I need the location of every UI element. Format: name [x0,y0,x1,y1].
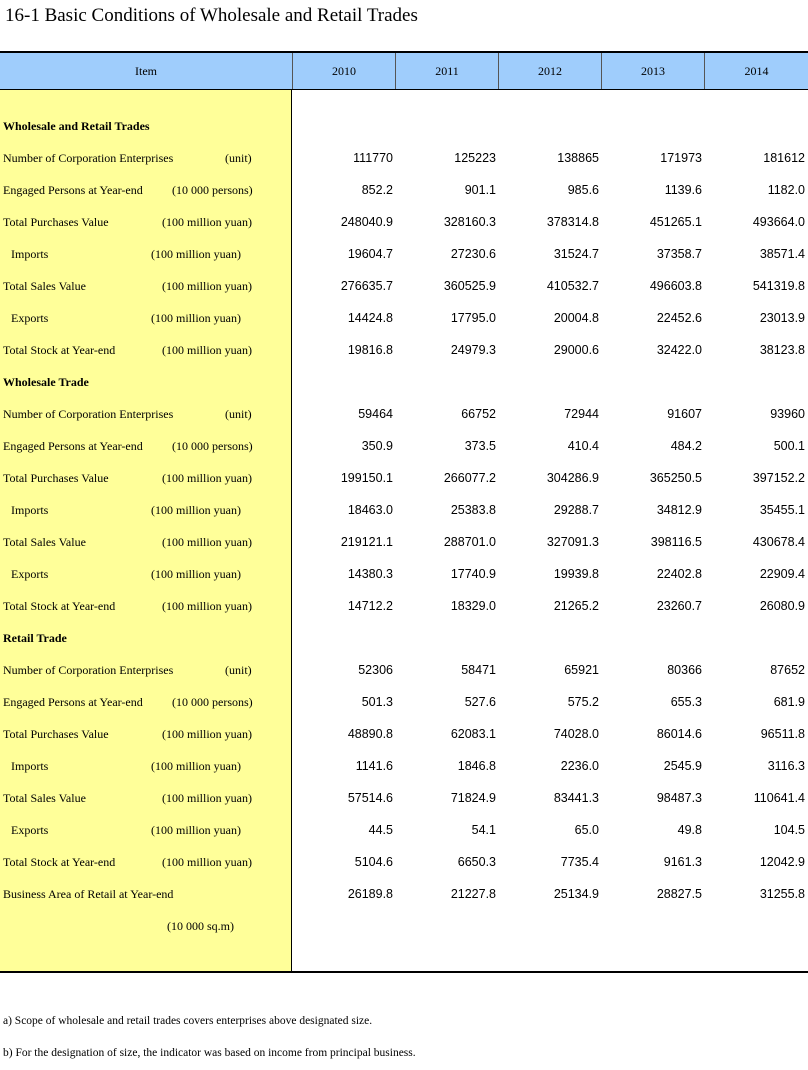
cell-value: 985.6 [567,183,599,197]
cell-value: 304286.9 [546,471,599,485]
cell-value: 14380.3 [347,567,393,581]
cell-value: 65921 [564,663,599,677]
cell-value: 248040.9 [340,215,393,229]
section-header-row [0,366,808,398]
cell-value: 365250.5 [649,471,702,485]
section-header-row [0,110,808,142]
row-label: Exports [11,567,49,581]
section-title: Retail Trade [3,631,67,645]
cell-value: 496603.8 [649,279,702,293]
cell-value: 2236.0 [560,759,599,773]
section-header-row [0,622,808,654]
cell-value: 31255.8 [759,887,805,901]
cell-value: 26189.8 [347,887,393,901]
cell-value: 398116.5 [650,535,702,549]
table-header [0,53,808,90]
row-unit: (100 million yuan) [151,759,241,773]
footnote-b: b) For the designation of size, the indicator was based on income from principal business. [3,1047,416,1059]
cell-value: 37358.7 [656,247,702,261]
cell-value: 32422.0 [656,343,702,357]
cell-value: 91607 [667,407,702,421]
row-unit: (100 million yuan) [162,471,252,485]
cell-value: 38123.8 [759,343,805,357]
cell-value: 219121.1 [340,535,393,549]
table-row [0,782,808,814]
cell-value: 83441.3 [553,791,599,805]
cell-value: 373.5 [464,439,496,453]
row-label: Number of Corporation Enterprises [3,151,174,165]
cell-value: 430678.4 [752,535,805,549]
table-row [0,654,808,686]
row-label: Total Stock at Year-end [3,343,116,357]
cell-value: 71824.9 [450,791,496,805]
table-row [0,174,808,206]
header-year-2012: 2012 [499,53,602,89]
cell-value: 74028.0 [553,727,599,741]
row-label: Imports [11,503,49,517]
table-row [0,398,808,430]
cell-value: 19816.8 [347,343,393,357]
cell-value: 20004.8 [553,311,599,325]
cell-value: 80366 [667,663,702,677]
cell-value: 66752 [461,407,496,421]
cell-value: 19604.7 [347,247,393,261]
table-row [0,526,808,558]
cell-value: 1846.8 [457,759,496,773]
row-label: Total Sales Value [3,279,86,293]
table-row [0,302,808,334]
row-label: Number of Corporation Enterprises [3,663,174,677]
page-title: 16-1 Basic Conditions of Wholesale and Retail Trades [5,5,418,26]
header-item: Item [0,53,293,89]
cell-value: 171973 [660,151,702,165]
cell-value: 5104.6 [354,855,393,869]
table-row [0,334,808,366]
cell-value: 1182.0 [767,183,805,197]
cell-value: 12042.9 [759,855,805,869]
cell-value: 18463.0 [347,503,393,517]
cell-value: 96511.8 [760,727,805,741]
cell-value: 31524.7 [553,247,599,261]
cell-value: 18329.0 [450,599,496,613]
cell-value: 35455.1 [759,503,805,517]
cell-value: 328160.3 [443,215,496,229]
cell-value: 86014.6 [656,727,702,741]
row-unit: (100 million yuan) [151,567,241,581]
row-unit: (100 million yuan) [151,311,241,325]
row-label: Total Purchases Value [3,471,109,485]
row-label: Total Purchases Value [3,215,109,229]
table-row [0,878,808,933]
row-label: Business Area of Retail at Year-end [3,887,174,901]
cell-value: 24979.3 [450,343,496,357]
cell-value: 266077.2 [443,471,496,485]
table-row [0,494,808,526]
cell-value: 23260.7 [656,599,702,613]
table-row [0,686,808,718]
cell-value: 288701.0 [443,535,496,549]
table-row [0,590,808,622]
cell-value: 493664.0 [752,215,805,229]
cell-value: 104.5 [773,823,805,837]
cell-value: 397152.2 [752,471,805,485]
table-row [0,718,808,750]
cell-value: 21227.8 [450,887,496,901]
cell-value: 48890.8 [347,727,393,741]
cell-value: 72944 [564,407,599,421]
cell-value: 138865 [557,151,599,165]
row-unit: (100 million yuan) [151,247,241,261]
row-label: Exports [11,311,49,325]
cell-value: 22909.4 [759,567,805,581]
cell-value: 17740.9 [450,567,496,581]
row-unit: (100 million yuan) [162,343,252,357]
row-unit: (10 000 persons) [172,695,253,709]
cell-value: 98487.3 [656,791,702,805]
table-row [0,430,808,462]
cell-value: 19939.8 [553,567,599,581]
row-unit: (100 million yuan) [162,279,252,293]
row-unit: (unit) [225,663,252,677]
cell-value: 7735.4 [560,855,599,869]
cell-value: 541319.8 [752,279,805,293]
row-unit: (100 million yuan) [162,599,252,613]
cell-value: 3116.3 [767,759,805,773]
row-unit: (100 million yuan) [151,823,241,837]
cell-value: 501.3 [361,695,393,709]
row-label: Engaged Persons at Year-end [3,695,143,709]
cell-value: 852.2 [361,183,393,197]
row-label: Engaged Persons at Year-end [3,439,143,453]
cell-value: 49.8 [677,823,702,837]
table-row [0,846,808,878]
cell-value: 14424.8 [347,311,393,325]
row-label: Total Purchases Value [3,727,109,741]
row-unit: (10 000 persons) [172,439,253,453]
cell-value: 22452.6 [656,311,702,325]
cell-value: 58471 [461,663,496,677]
cell-value: 54.1 [471,823,496,837]
cell-value: 65.0 [574,823,599,837]
cell-value: 181612 [763,151,805,165]
table-row [0,558,808,590]
cell-value: 1139.6 [664,183,702,197]
row-label: Total Stock at Year-end [3,855,116,869]
cell-value: 44.5 [368,823,393,837]
table-row [0,814,808,846]
cell-value: 350.9 [361,439,393,453]
section-title: Wholesale Trade [3,375,89,389]
table-row [0,142,808,174]
row-unit: (100 million yuan) [162,215,252,229]
row-unit: (100 million yuan) [162,535,252,549]
cell-value: 93960 [770,407,805,421]
cell-value: 57514.6 [347,791,393,805]
header-year-2010: 2010 [293,53,396,89]
row-label: Total Sales Value [3,791,86,805]
cell-value: 87652 [770,663,805,677]
row-label: Imports [11,247,49,261]
cell-value: 23013.9 [759,311,805,325]
cell-value: 681.9 [773,695,805,709]
table-row [0,238,808,270]
cell-value: 199150.1 [340,471,393,485]
cell-value: 26080.9 [759,599,805,613]
cell-value: 527.6 [464,695,496,709]
cell-value: 410.4 [567,439,599,453]
row-unit: (100 million yuan) [151,503,241,517]
cell-value: 38571.4 [759,247,805,261]
row-unit: (unit) [225,407,252,421]
cell-value: 111770 [353,151,393,165]
cell-value: 29000.6 [553,343,599,357]
cell-value: 17795.0 [450,311,496,325]
cell-value: 360525.9 [443,279,496,293]
cell-value: 327091.3 [546,535,599,549]
cell-value: 1141.6 [355,759,393,773]
header-year-2014: 2014 [744,64,769,78]
cell-value: 110641.4 [753,791,805,805]
cell-value: 29288.7 [553,503,599,517]
table-row [0,206,808,238]
cell-value: 655.3 [670,695,702,709]
cell-value: 6650.3 [457,855,496,869]
cell-value: 378314.8 [546,215,599,229]
cell-value: 484.2 [670,439,702,453]
header-year-2013: 2013 [602,53,705,89]
cell-value: 25134.9 [553,887,599,901]
cell-value: 34812.9 [656,503,702,517]
cell-value: 2545.9 [663,759,702,773]
cell-value: 62083.1 [450,727,496,741]
cell-value: 28827.5 [656,887,702,901]
row-label: Engaged Persons at Year-end [3,183,143,197]
cell-value: 901.1 [464,183,496,197]
table-row [0,750,808,782]
cell-value: 59464 [358,407,393,421]
row-label: Number of Corporation Enterprises [3,407,174,421]
cell-value: 27230.6 [450,247,496,261]
cell-value: 52306 [358,663,393,677]
header-year-2011: 2011 [396,53,499,89]
cell-value: 125223 [454,151,496,165]
row-unit: (10 000 sq.m) [167,919,234,933]
cell-value: 410532.7 [546,279,599,293]
row-label: Exports [11,823,49,837]
row-unit: (100 million yuan) [162,727,252,741]
cell-value: 25383.8 [450,503,496,517]
section-title: Wholesale and Retail Trades [3,119,150,133]
row-label: Total Stock at Year-end [3,599,116,613]
row-unit: (100 million yuan) [162,791,252,805]
cell-value: 575.2 [567,695,599,709]
row-unit: (10 000 persons) [172,183,253,197]
cell-value: 9161.3 [663,855,702,869]
cell-value: 451265.1 [649,215,702,229]
row-unit: (100 million yuan) [162,855,252,869]
cell-value: 500.1 [773,439,805,453]
cell-value: 22402.8 [656,567,702,581]
row-unit: (unit) [225,151,252,165]
cell-value: 21265.2 [553,599,599,613]
table-bottom-rule [0,971,808,973]
row-label: Total Sales Value [3,535,86,549]
table-row [0,462,808,494]
cell-value: 14712.2 [347,599,393,613]
row-label: Imports [11,759,49,773]
footnote-a: a) Scope of wholesale and retail trades covers enterprises above designated size. [3,1015,373,1027]
cell-value: 276635.7 [340,279,393,293]
table-row [0,270,808,302]
